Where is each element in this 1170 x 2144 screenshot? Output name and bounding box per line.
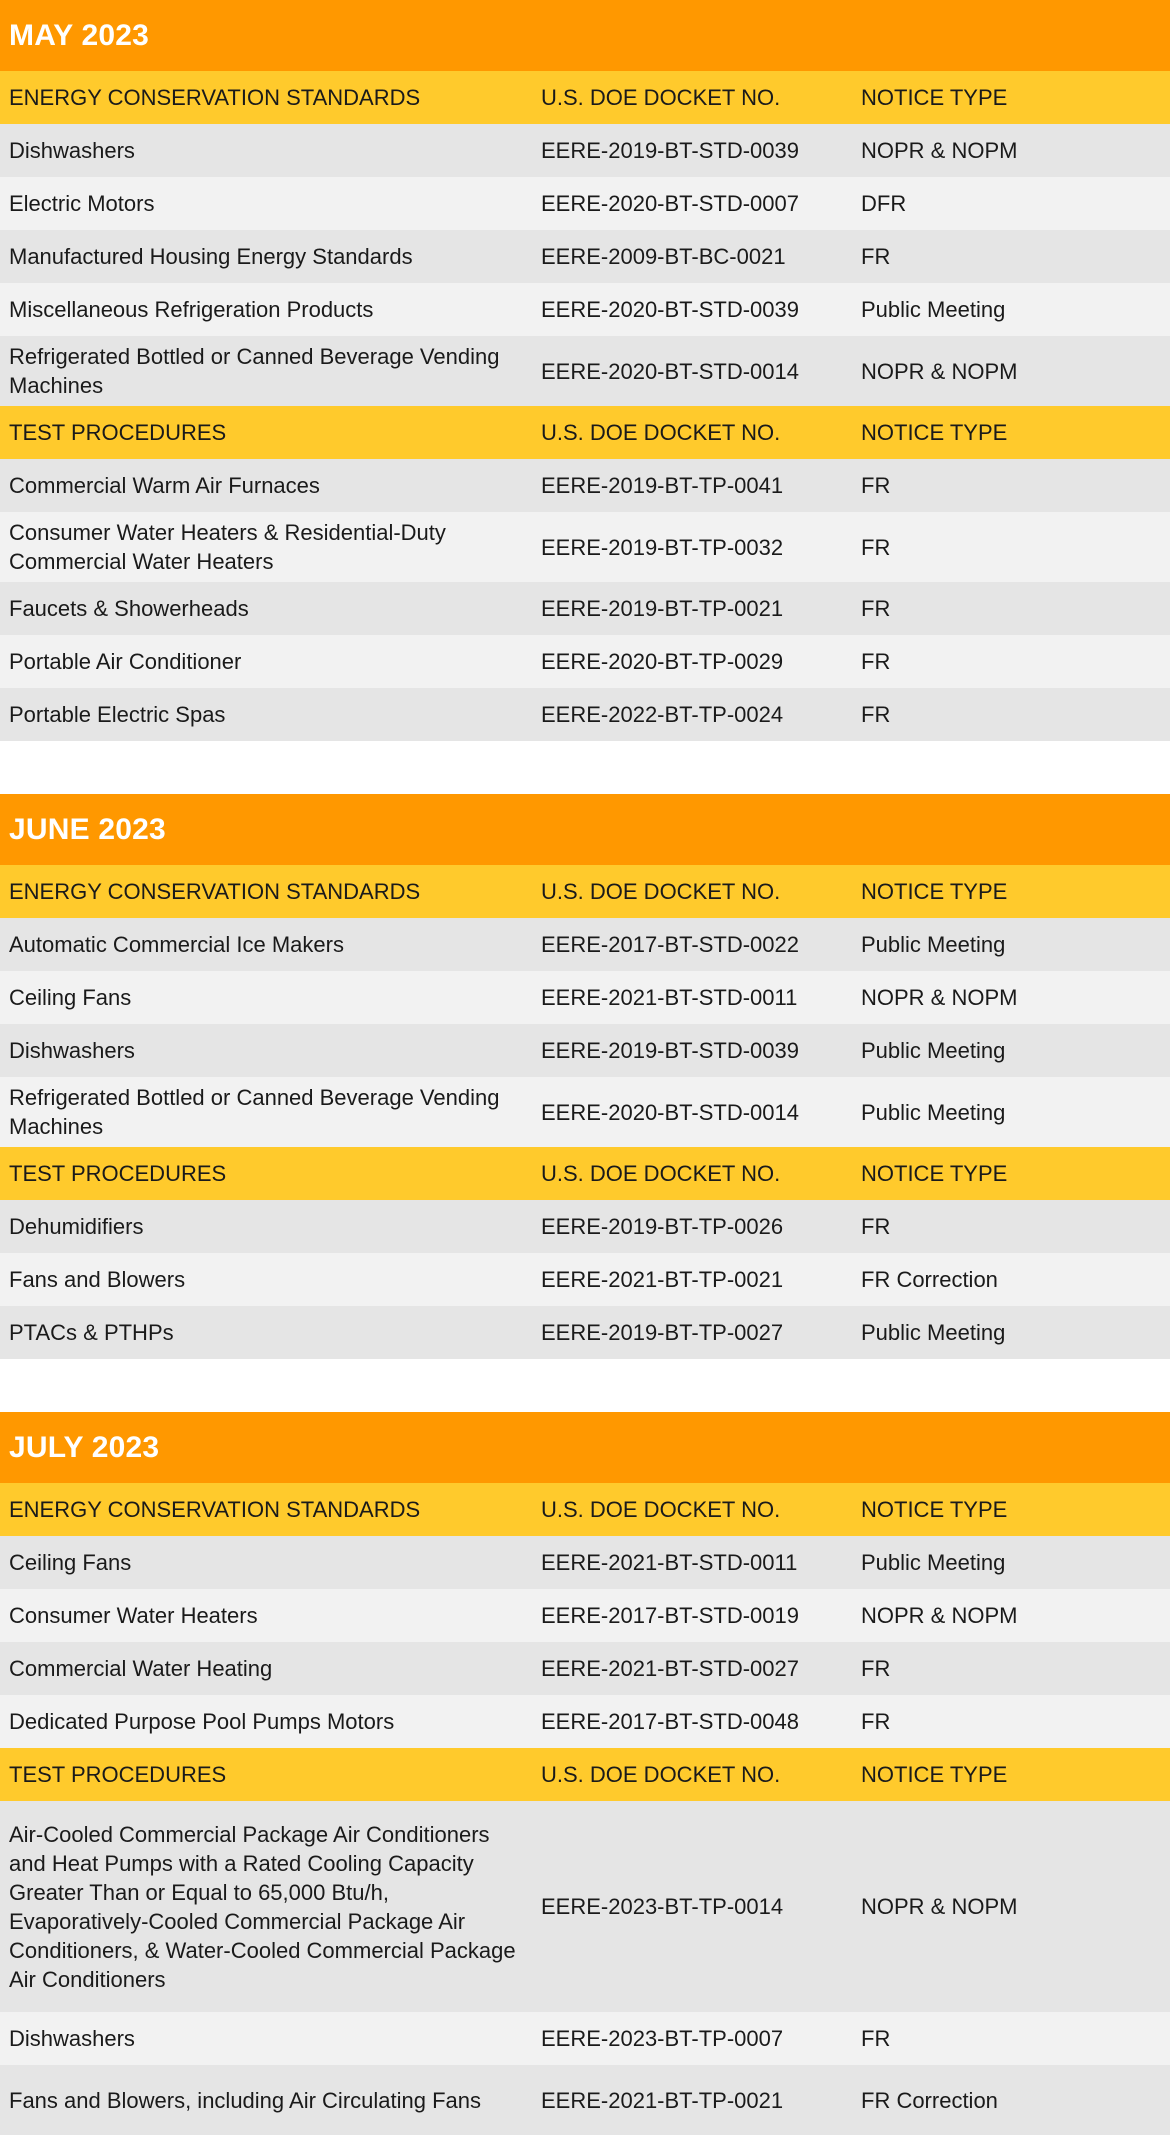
- month-july-2023: [0, 1412, 1170, 2135]
- month-may-2023: [0, 0, 1170, 741]
- notice-column-header: NOTICE TYPE: [861, 420, 1008, 445]
- notice-type: FR Correction: [861, 2087, 998, 2113]
- notice-type: NOPR & NOPM: [861, 1894, 1018, 1919]
- table-row: [0, 230, 1170, 283]
- product-name: Commercial Water Heating: [9, 1656, 273, 1681]
- docket-number: EERE-2019-BT-TP-0021: [541, 596, 784, 621]
- product-name: Commercial Warm Air Furnaces: [9, 473, 320, 498]
- table-row: [0, 1589, 1170, 1642]
- section-header-test-procedures: [0, 1147, 1170, 1200]
- notice-type: FR Correction: [861, 1267, 998, 1292]
- table-row: [0, 582, 1170, 635]
- notice-type: FR: [861, 596, 891, 621]
- notice-type: NOPR & NOPM: [861, 138, 1018, 163]
- table-row: [0, 1642, 1170, 1695]
- docket-column-header: U.S. DOE DOCKET NO.: [541, 85, 781, 110]
- notice-type: FR: [861, 1656, 891, 1681]
- section-header-test-procedures: [0, 1748, 1170, 1801]
- product-name: Dishwashers: [9, 138, 135, 163]
- section-header-standards: [0, 865, 1170, 918]
- month-table: [0, 71, 1170, 741]
- docket-column-header: U.S. DOE DOCKET NO.: [541, 420, 781, 445]
- section-heading: TEST PROCEDURES: [9, 420, 227, 445]
- section-heading: TEST PROCEDURES: [9, 1161, 227, 1186]
- docket-column-header: U.S. DOE DOCKET NO.: [541, 879, 781, 904]
- product-name: Consumer Water Heaters: [9, 1603, 258, 1628]
- docket-number: EERE-2021-BT-STD-0027: [541, 1656, 799, 1681]
- product-name: PTACs & PTHPs: [9, 1320, 174, 1345]
- docket-number: EERE-2020-BT-STD-0014: [541, 1099, 799, 1125]
- table-row: [0, 1801, 1170, 2012]
- table-row: [0, 1253, 1170, 1306]
- section-header-standards: [0, 1483, 1170, 1536]
- docket-number: EERE-2019-BT-TP-0027: [541, 1320, 784, 1345]
- docket-number: EERE-2020-BT-STD-0014: [541, 358, 799, 384]
- notice-column-header: NOTICE TYPE: [861, 85, 1008, 110]
- notice-type: Public Meeting: [861, 1320, 1006, 1345]
- table-row: [0, 1306, 1170, 1359]
- table-row: [0, 459, 1170, 512]
- section-heading: ENERGY CONSERVATION STANDARDS: [9, 85, 421, 110]
- notice-type: FR: [861, 244, 891, 269]
- product-name: Dishwashers: [9, 2026, 135, 2051]
- month-title: JUNE 2023: [0, 794, 1170, 865]
- docket-number: EERE-2020-BT-STD-0039: [541, 297, 799, 322]
- table-row: [0, 918, 1170, 971]
- section-heading: ENERGY CONSERVATION STANDARDS: [9, 879, 421, 904]
- product-name: Faucets & Showerheads: [9, 596, 249, 621]
- notice-type: DFR: [861, 191, 907, 216]
- section-heading: ENERGY CONSERVATION STANDARDS: [9, 1497, 421, 1522]
- product-name: Dehumidifiers: [9, 1214, 144, 1239]
- notice-type: FR: [861, 1214, 891, 1239]
- month-title: JULY 2023: [0, 1412, 1170, 1483]
- product-name: Dedicated Purpose Pool Pumps Motors: [9, 1709, 395, 1734]
- notice-column-header: NOTICE TYPE: [861, 1497, 1008, 1522]
- notice-type: Public Meeting: [861, 1550, 1006, 1575]
- notice-type: Public Meeting: [861, 297, 1006, 322]
- notice-column-header: NOTICE TYPE: [861, 879, 1008, 904]
- docket-number: EERE-2019-BT-TP-0041: [541, 473, 784, 498]
- notice-type: FR: [861, 702, 891, 727]
- table-row: [0, 635, 1170, 688]
- table-row: [0, 2065, 1170, 2135]
- docket-number: EERE-2019-BT-TP-0032: [541, 534, 784, 560]
- docket-number: EERE-2020-BT-TP-0029: [541, 649, 784, 674]
- docket-number: EERE-2020-BT-STD-0007: [541, 191, 799, 216]
- notice-type: Public Meeting: [861, 1038, 1006, 1063]
- docket-column-header: U.S. DOE DOCKET NO.: [541, 1161, 781, 1186]
- notice-type: FR: [861, 649, 891, 674]
- month-table: [0, 865, 1170, 1359]
- month-table: [0, 1483, 1170, 2135]
- product-name: Refrigerated Bottled or Canned Beverage Vending Machines: [9, 344, 500, 398]
- docket-number: EERE-2023-BT-TP-0014: [541, 1894, 784, 1919]
- docket-number: EERE-2021-BT-STD-0011: [541, 985, 798, 1010]
- notice-type: NOPR & NOPM: [861, 358, 1018, 384]
- notice-type: FR: [861, 1709, 891, 1734]
- table-row: [0, 1077, 1170, 1147]
- product-name: Dishwashers: [9, 1038, 135, 1063]
- product-name: Ceiling Fans: [9, 1550, 132, 1575]
- docket-number: EERE-2019-BT-STD-0039: [541, 1038, 799, 1063]
- docket-number: EERE-2019-BT-TP-0026: [541, 1214, 784, 1239]
- docket-number: EERE-2023-BT-TP-0007: [541, 2026, 784, 2051]
- product-name: Ceiling Fans: [9, 985, 132, 1010]
- product-name: Consumer Water Heaters & Residential-Duty Commercial Water Heaters: [9, 520, 446, 574]
- product-name: Fans and Blowers, including Air Circulating Fans: [9, 2087, 482, 2113]
- docket-number: EERE-2021-BT-TP-0021: [541, 1267, 784, 1292]
- table-row: [0, 283, 1170, 336]
- product-name: Fans and Blowers: [9, 1267, 186, 1292]
- table-row: [0, 512, 1170, 582]
- docket-number: EERE-2019-BT-STD-0039: [541, 138, 799, 163]
- table-row: [0, 124, 1170, 177]
- month-june-2023: [0, 794, 1170, 1359]
- product-name: Air-Cooled Commercial Package Air Conditioners and Heat Pumps with a Rated Cooling Capacity Greater Than or Equal to 65,000 Btu/h, Evaporatively-Cooled Commercial Package Air Conditioners, & Water-Cooled Commercial Package Air Conditioners: [9, 1821, 516, 1992]
- notice-column-header: NOTICE TYPE: [861, 1762, 1008, 1787]
- product-name: Manufactured Housing Energy Standards: [9, 244, 413, 269]
- product-name: Automatic Commercial Ice Makers: [9, 932, 344, 957]
- docket-number: EERE-2022-BT-TP-0024: [541, 702, 784, 727]
- table-row: [0, 2012, 1170, 2065]
- docket-number: EERE-2021-BT-STD-0011: [541, 1550, 798, 1575]
- section-header-standards: [0, 71, 1170, 124]
- docket-column-header: U.S. DOE DOCKET NO.: [541, 1497, 781, 1522]
- docket-number: EERE-2009-BT-BC-0021: [541, 244, 786, 269]
- notice-type: NOPR & NOPM: [861, 985, 1018, 1010]
- notice-type: Public Meeting: [861, 932, 1006, 957]
- table-row: [0, 336, 1170, 406]
- notice-type: Public Meeting: [861, 1099, 1006, 1125]
- table-row: [0, 1695, 1170, 1748]
- table-row: [0, 688, 1170, 741]
- docket-number: EERE-2017-BT-STD-0022: [541, 932, 799, 957]
- notice-type: FR: [861, 2026, 891, 2051]
- product-name: Portable Electric Spas: [9, 702, 226, 727]
- docket-number: EERE-2021-BT-TP-0021: [541, 2087, 784, 2113]
- table-row: [0, 1024, 1170, 1077]
- table-row: [0, 971, 1170, 1024]
- docket-number: EERE-2017-BT-STD-0019: [541, 1603, 799, 1628]
- month-title: MAY 2023: [0, 0, 1170, 71]
- product-name: Electric Motors: [9, 191, 155, 216]
- notice-type: FR: [861, 473, 891, 498]
- table-row: [0, 177, 1170, 230]
- notice-type: FR: [861, 534, 891, 560]
- product-name: Miscellaneous Refrigeration Products: [9, 297, 374, 322]
- section-header-test-procedures: [0, 406, 1170, 459]
- docket-number: EERE-2017-BT-STD-0048: [541, 1709, 799, 1734]
- docket-column-header: U.S. DOE DOCKET NO.: [541, 1762, 781, 1787]
- product-name: Portable Air Conditioner: [9, 649, 242, 674]
- section-heading: TEST PROCEDURES: [9, 1762, 227, 1787]
- notice-column-header: NOTICE TYPE: [861, 1161, 1008, 1186]
- notice-type: NOPR & NOPM: [861, 1603, 1018, 1628]
- product-name: Refrigerated Bottled or Canned Beverage Vending Machines: [9, 1085, 500, 1139]
- table-row: [0, 1200, 1170, 1253]
- table-row: [0, 1536, 1170, 1589]
